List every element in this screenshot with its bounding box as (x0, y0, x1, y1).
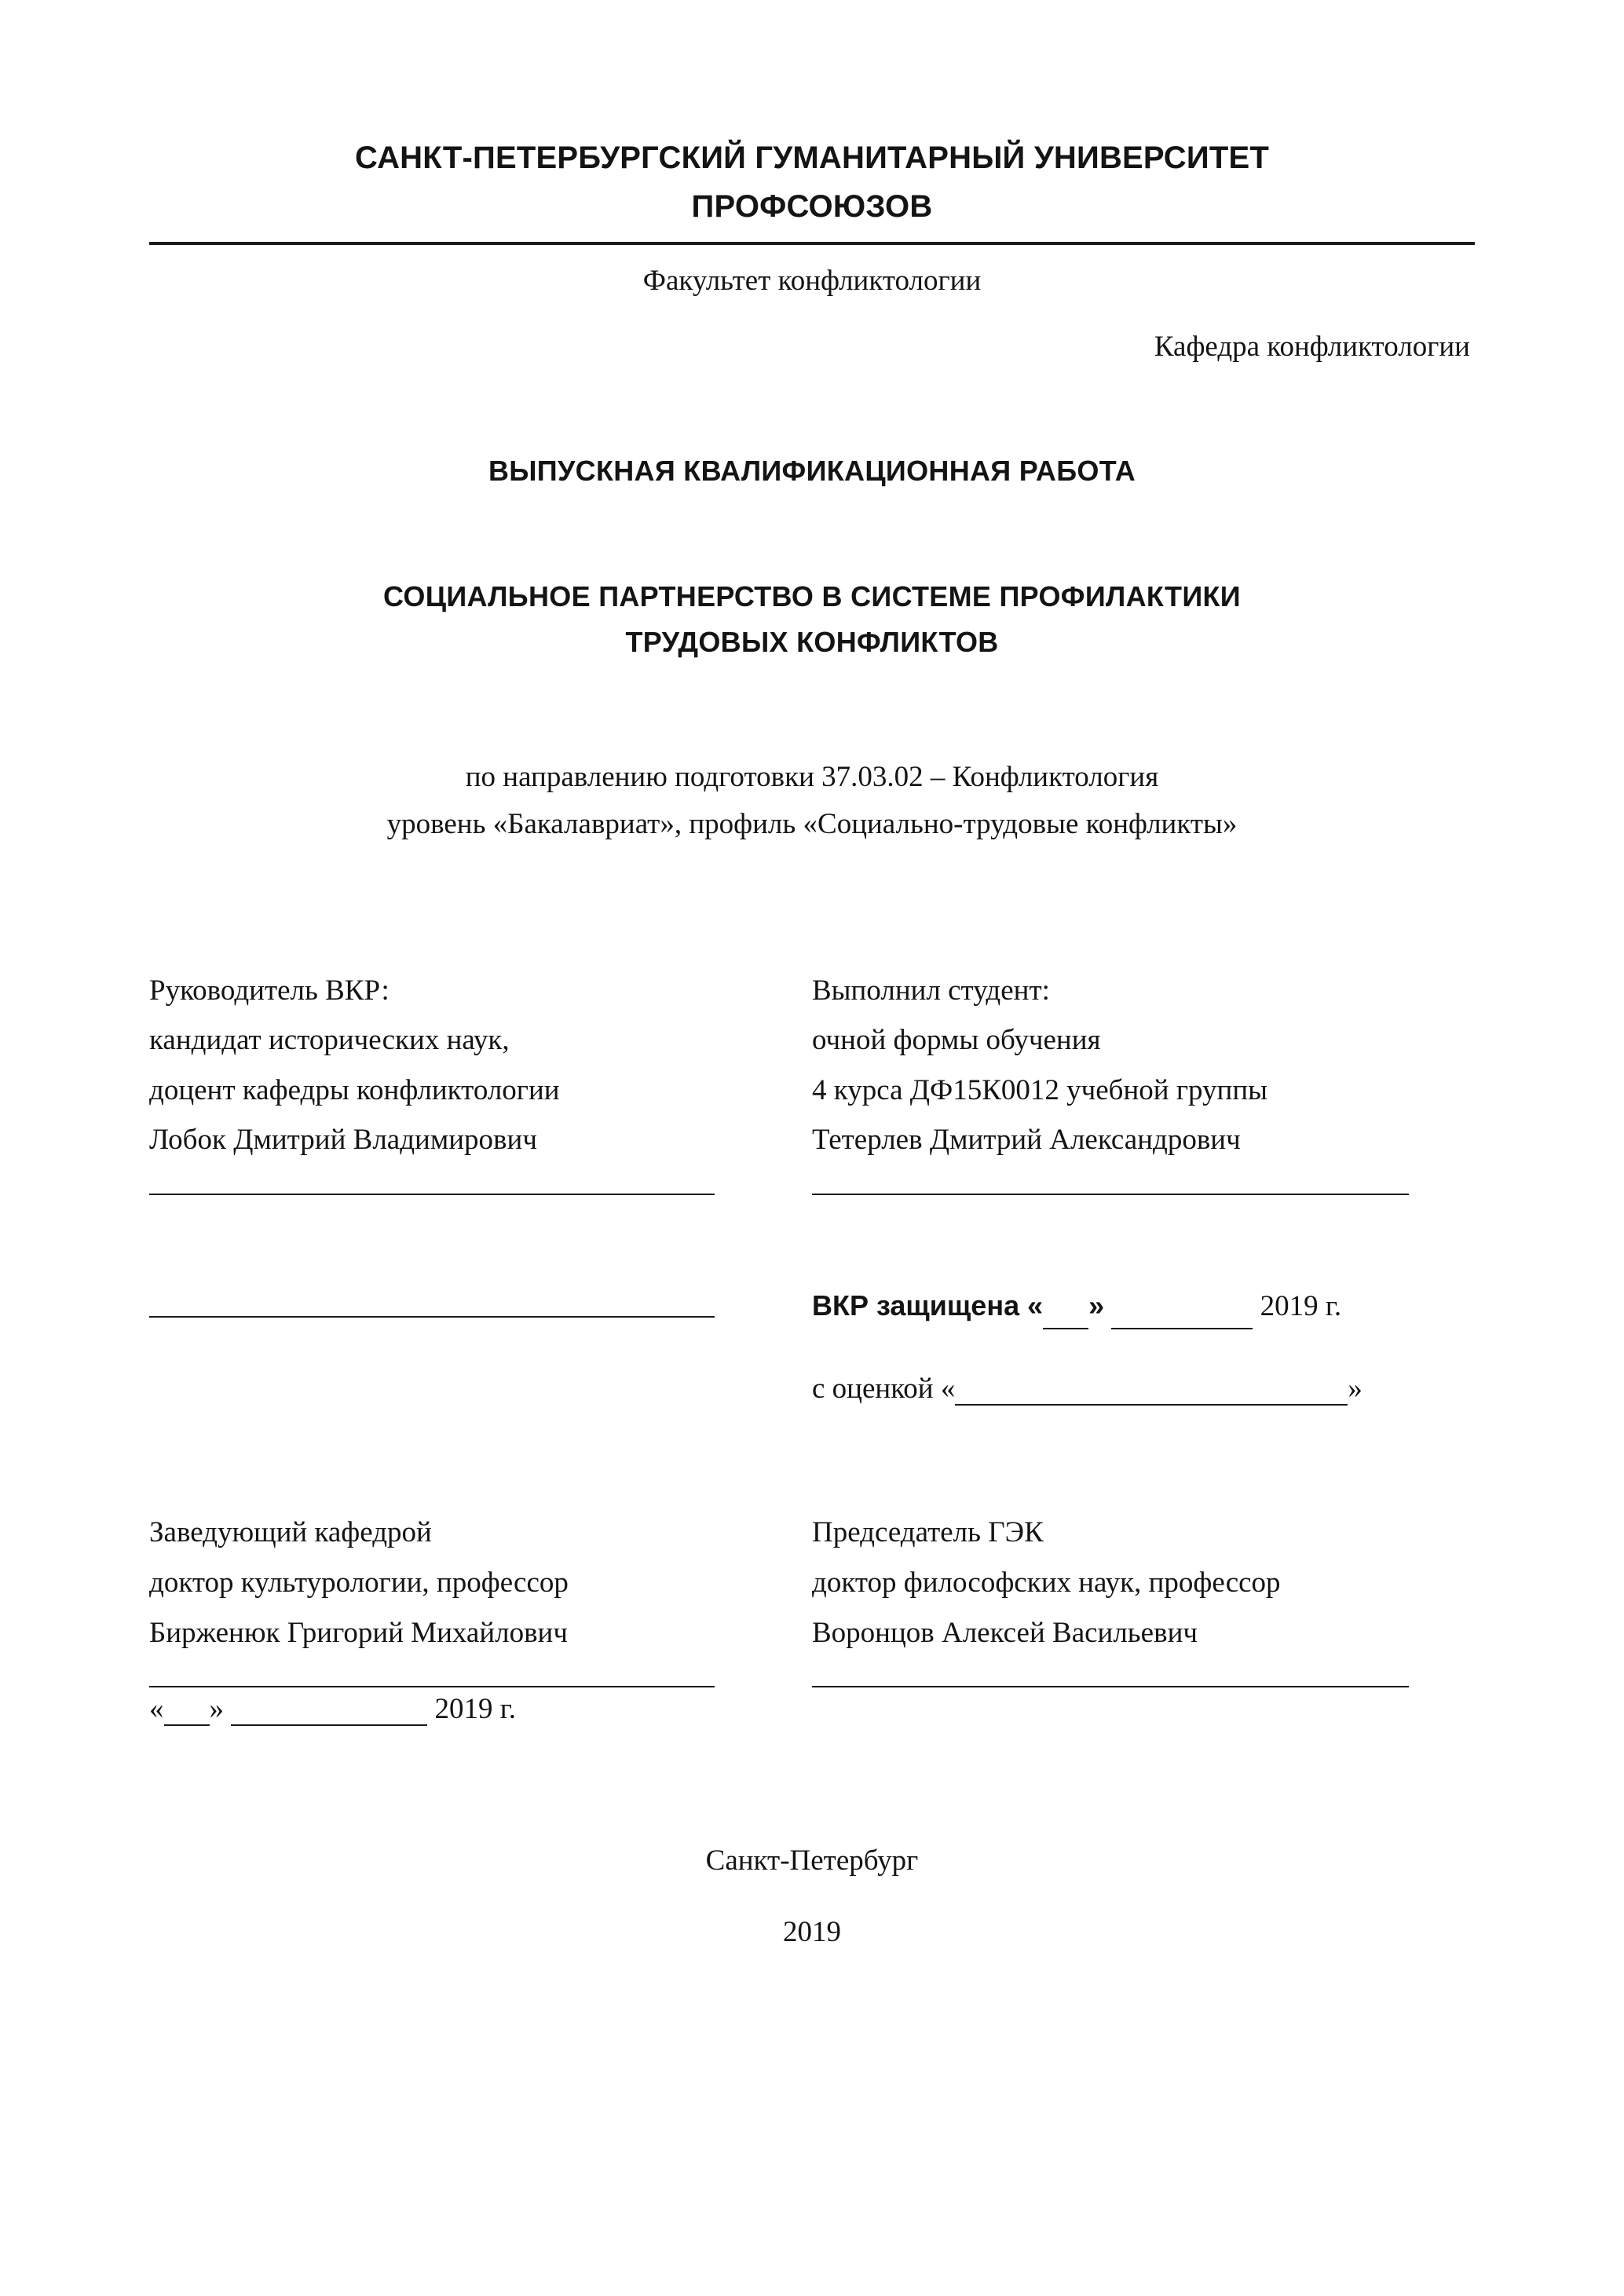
defense-label: ВКР защищена « (812, 1289, 1044, 1322)
faculty-name: Факультет конфликтологии (642, 265, 982, 297)
defense-block (149, 1283, 1475, 1406)
work-type-label: ВЫПУСКНАЯ КВАЛИФИКАЦИОННАЯ РАБОТА (488, 455, 1136, 488)
supervisor-signature-line (149, 1194, 715, 1195)
commission-degree: доктор философских наук, профессор (812, 1566, 1281, 1599)
defense-day-blank (1043, 1306, 1088, 1329)
supervisor-column (149, 966, 812, 1196)
city-label: Санкт-Петербург (705, 1844, 919, 1877)
direction-block (149, 754, 1475, 848)
commission-column (812, 1508, 1475, 1726)
chair-role: Заведующий кафедрой (149, 1516, 432, 1549)
thesis-title (149, 574, 1475, 666)
header-divider (149, 242, 1475, 245)
chair-date-quote-open: « (149, 1693, 164, 1726)
thesis-title-line1: СОЦИАЛЬНОЕ ПАРТНЕРСТВО В СИСТЕМЕ ПРОФИЛАКТИКИ (383, 580, 1241, 613)
supervisor-name: Лобок Дмитрий Владимирович (149, 1124, 537, 1157)
direction-line1: по направлению подготовки 37.03.02 – Конфликтология (465, 760, 1159, 793)
chair-signature-line (149, 1686, 715, 1687)
chair-date-year: 2019 г. (434, 1693, 517, 1726)
chair-date-quote-close: » (209, 1693, 224, 1726)
extra-signature-line (149, 1316, 715, 1318)
student-group: 4 курса ДФ15К0012 учебной группы (812, 1073, 1268, 1106)
grade-blank (955, 1382, 1348, 1406)
grade-prefix: с оценкой « (812, 1373, 956, 1406)
department-name: Кафедра конфликтологии (1154, 331, 1470, 364)
chair-commission-block (149, 1508, 1475, 1726)
student-form: очной формы обучения (812, 1024, 1101, 1057)
chair-column (149, 1508, 812, 1726)
chair-name: Бирженюк Григорий Михайлович (149, 1616, 568, 1649)
grade-line (812, 1372, 1475, 1406)
commission-role: Председатель ГЭК (812, 1516, 1044, 1549)
student-column (812, 966, 1475, 1196)
supervisor-position: доцент кафедры конфликтологии (149, 1073, 560, 1106)
student-signature-line (812, 1194, 1409, 1195)
direction-line2: уровень «Бакалавриат», профиль «Социально-трудовые конфликты» (386, 807, 1238, 840)
defense-month-blank (1111, 1306, 1253, 1329)
year-label: 2019 (783, 1916, 841, 1949)
university-name-line1: САНКТ-ПЕТЕРБУРГСКИЙ ГУМАНИТАРНЫЙ УНИВЕРСИТЕТ (355, 141, 1269, 175)
supervisor-student-block (149, 966, 1475, 1196)
chair-date-line (149, 1692, 765, 1726)
student-name: Тетерлев Дмитрий Александрович (812, 1124, 1241, 1157)
defense-quote-close: » (1088, 1289, 1105, 1322)
university-heading (149, 133, 1475, 231)
commission-name: Воронцов Алексей Васильевич (812, 1616, 1198, 1649)
chair-date-day-blank (164, 1702, 210, 1726)
commission-signature-line (812, 1686, 1409, 1687)
chair-date-month-blank (231, 1702, 427, 1726)
chair-degree: доктор культурологии, профессор (149, 1566, 569, 1599)
supervisor-degree: кандидат исторических наук, (149, 1024, 510, 1057)
student-role: Выполнил студент: (812, 974, 1050, 1007)
university-name-line2: ПРОФСОЮЗОВ (691, 189, 933, 224)
defense-year: 2019 г. (1260, 1290, 1342, 1323)
grade-suffix: » (1348, 1373, 1362, 1406)
thesis-title-line2: ТРУДОВЫХ КОНФЛИКТОВ (625, 626, 999, 659)
extra-signature-column (149, 1283, 812, 1318)
defense-line (812, 1283, 1475, 1329)
defense-column (812, 1283, 1475, 1406)
supervisor-role: Руководитель ВКР: (149, 974, 390, 1007)
